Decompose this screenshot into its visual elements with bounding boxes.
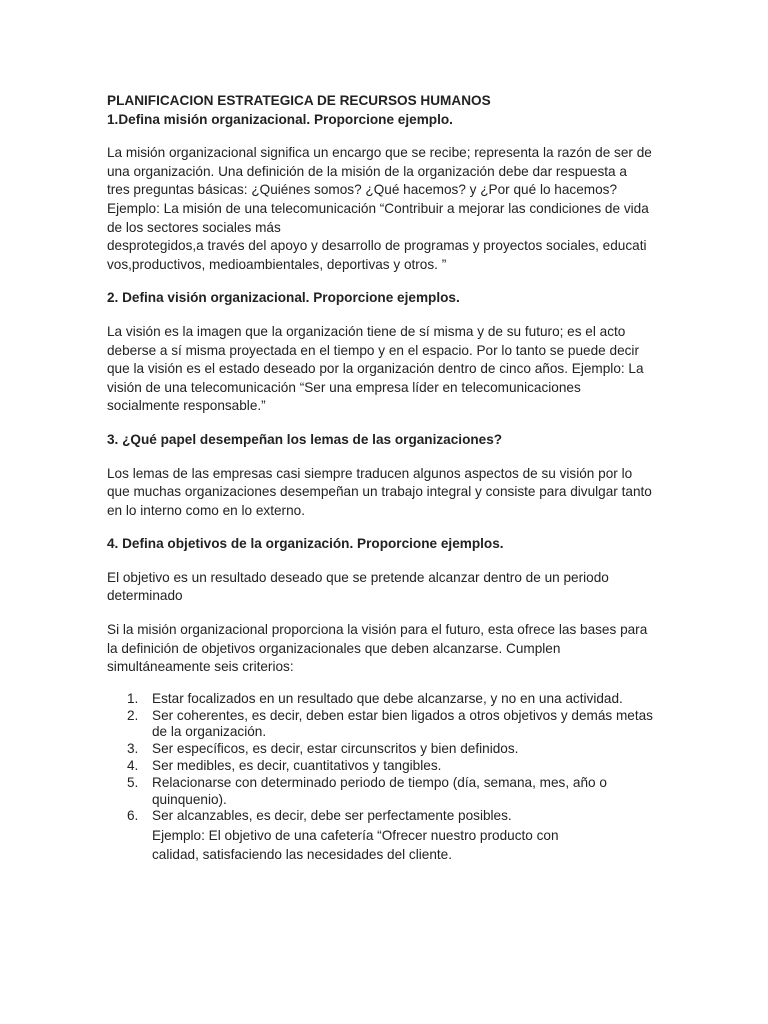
list-number: 1. xyxy=(127,690,139,706)
list-number: 3. xyxy=(127,741,139,757)
text-line: determinado xyxy=(107,588,183,604)
list-number: 2. xyxy=(127,707,139,723)
text-line: La visión es la imagen que la organización tiene de sí misma y de su futuro; es el acto xyxy=(107,323,626,339)
list-item xyxy=(107,808,665,825)
text-line: de los sectores sociales más xyxy=(107,219,281,235)
question-1-answer xyxy=(107,144,665,274)
text-line: Si la misión organizacional proporciona la visión para el futuro, esta ofrece las bases para xyxy=(107,622,648,638)
text-line: Ser específicos, es decir, estar circunscritos y bien definidos. xyxy=(152,741,519,757)
text-line: socialmente responsable.” xyxy=(107,398,266,414)
list-number: 6. xyxy=(127,808,139,824)
text-line: Ser alcanzables, es decir, debe ser perfectamente posibles. xyxy=(152,808,512,824)
text-line: Los lemas de las empresas casi siempre traducen algunos aspectos de su visión por lo xyxy=(107,465,633,481)
text-line: de la organización. xyxy=(152,724,267,740)
text-line: Ejemplo: La misión de una telecomunicación “Contribuir a mejorar las condiciones de vida xyxy=(107,200,649,216)
document-title: PLANIFICACION ESTRATEGICA DE RECURSOS HUMANOS xyxy=(107,93,491,108)
text-line: vos,productivos, medioambientales, deportivas y otros. ” xyxy=(107,256,447,272)
text-line: Ser coherentes, es decir, deben estar bien ligados a otros objetivos y demás metas xyxy=(152,707,653,723)
question-4-heading: 4. Defina objetivos de la organización. Proporcione ejemplos. xyxy=(107,536,504,552)
question-2-answer xyxy=(107,323,665,416)
text-line: la definición de objetivos organizacionales que deben alcanzarse. Cumplen xyxy=(107,640,561,656)
question-2-heading: 2. Defina visión organizacional. Proporcione ejemplos. xyxy=(107,290,460,306)
question-3-heading: 3. ¿Qué papel desempeñan los lemas de las organizaciones? xyxy=(107,431,503,447)
text-line: en lo interno como en lo externo. xyxy=(107,502,305,518)
question-4-example xyxy=(107,827,665,864)
text-line: deberse a sí misma proyectada en el tiempo y en el espacio. Por lo tanto se puede decir xyxy=(107,342,639,358)
question-4-definition xyxy=(107,569,665,606)
criteria-list xyxy=(107,691,665,825)
question-4-criteria-intro xyxy=(107,621,665,677)
text-line: Relacionarse con determinado periodo de tiempo (día, semana, mes, año o xyxy=(152,774,607,790)
text-line: Ser medibles, es decir, cuantitativos y tangibles. xyxy=(152,758,442,774)
list-item xyxy=(107,691,665,708)
text-line: La misión organizacional significa un encargo que se recibe; representa la razón de ser de xyxy=(107,145,652,161)
question-1-heading: 1.Defina misión organizacional. Proporcione ejemplo. xyxy=(107,111,453,127)
text-line: desprotegidos,a través del apoyo y desarrollo de programas y proyectos sociales, educati xyxy=(107,238,647,254)
text-line: El objetivo es un resultado deseado que se pretende alcanzar dentro de un periodo xyxy=(107,569,609,585)
document-page xyxy=(107,92,665,864)
text-line: Ejemplo: El objetivo de una cafetería “Ofrecer nuestro producto con xyxy=(152,828,559,844)
text-line: que muchas organizaciones desempeñan un trabajo integral y consiste para divulgar tanto xyxy=(107,484,652,500)
text-line: una organización. Una definición de la misión de la organización debe dar respuesta a xyxy=(107,163,627,179)
text-line: que la visión es el estado deseado por la organización dentro de cinco años. Ejemplo: La xyxy=(107,361,644,377)
question-3-answer xyxy=(107,465,665,521)
text-line: Estar focalizados en un resultado que debe alcanzarse, y no en una actividad. xyxy=(152,690,623,706)
list-number: 5. xyxy=(127,774,139,790)
text-line: tres preguntas básicas: ¿Quiénes somos? ¿Qué hacemos? y ¿Por qué lo hacemos? xyxy=(107,182,618,198)
list-item xyxy=(107,775,665,809)
list-item xyxy=(107,708,665,742)
text-line: quinquenio). xyxy=(152,791,227,807)
text-line: calidad, satisfaciendo las necesidades del cliente. xyxy=(152,846,453,862)
list-item xyxy=(107,741,665,758)
text-line: visión de una telecomunicación “Ser una empresa líder en telecomunicaciones xyxy=(107,379,581,395)
text-line: simultáneamente seis criterios: xyxy=(107,659,294,675)
list-number: 4. xyxy=(127,758,139,774)
list-item xyxy=(107,758,665,775)
